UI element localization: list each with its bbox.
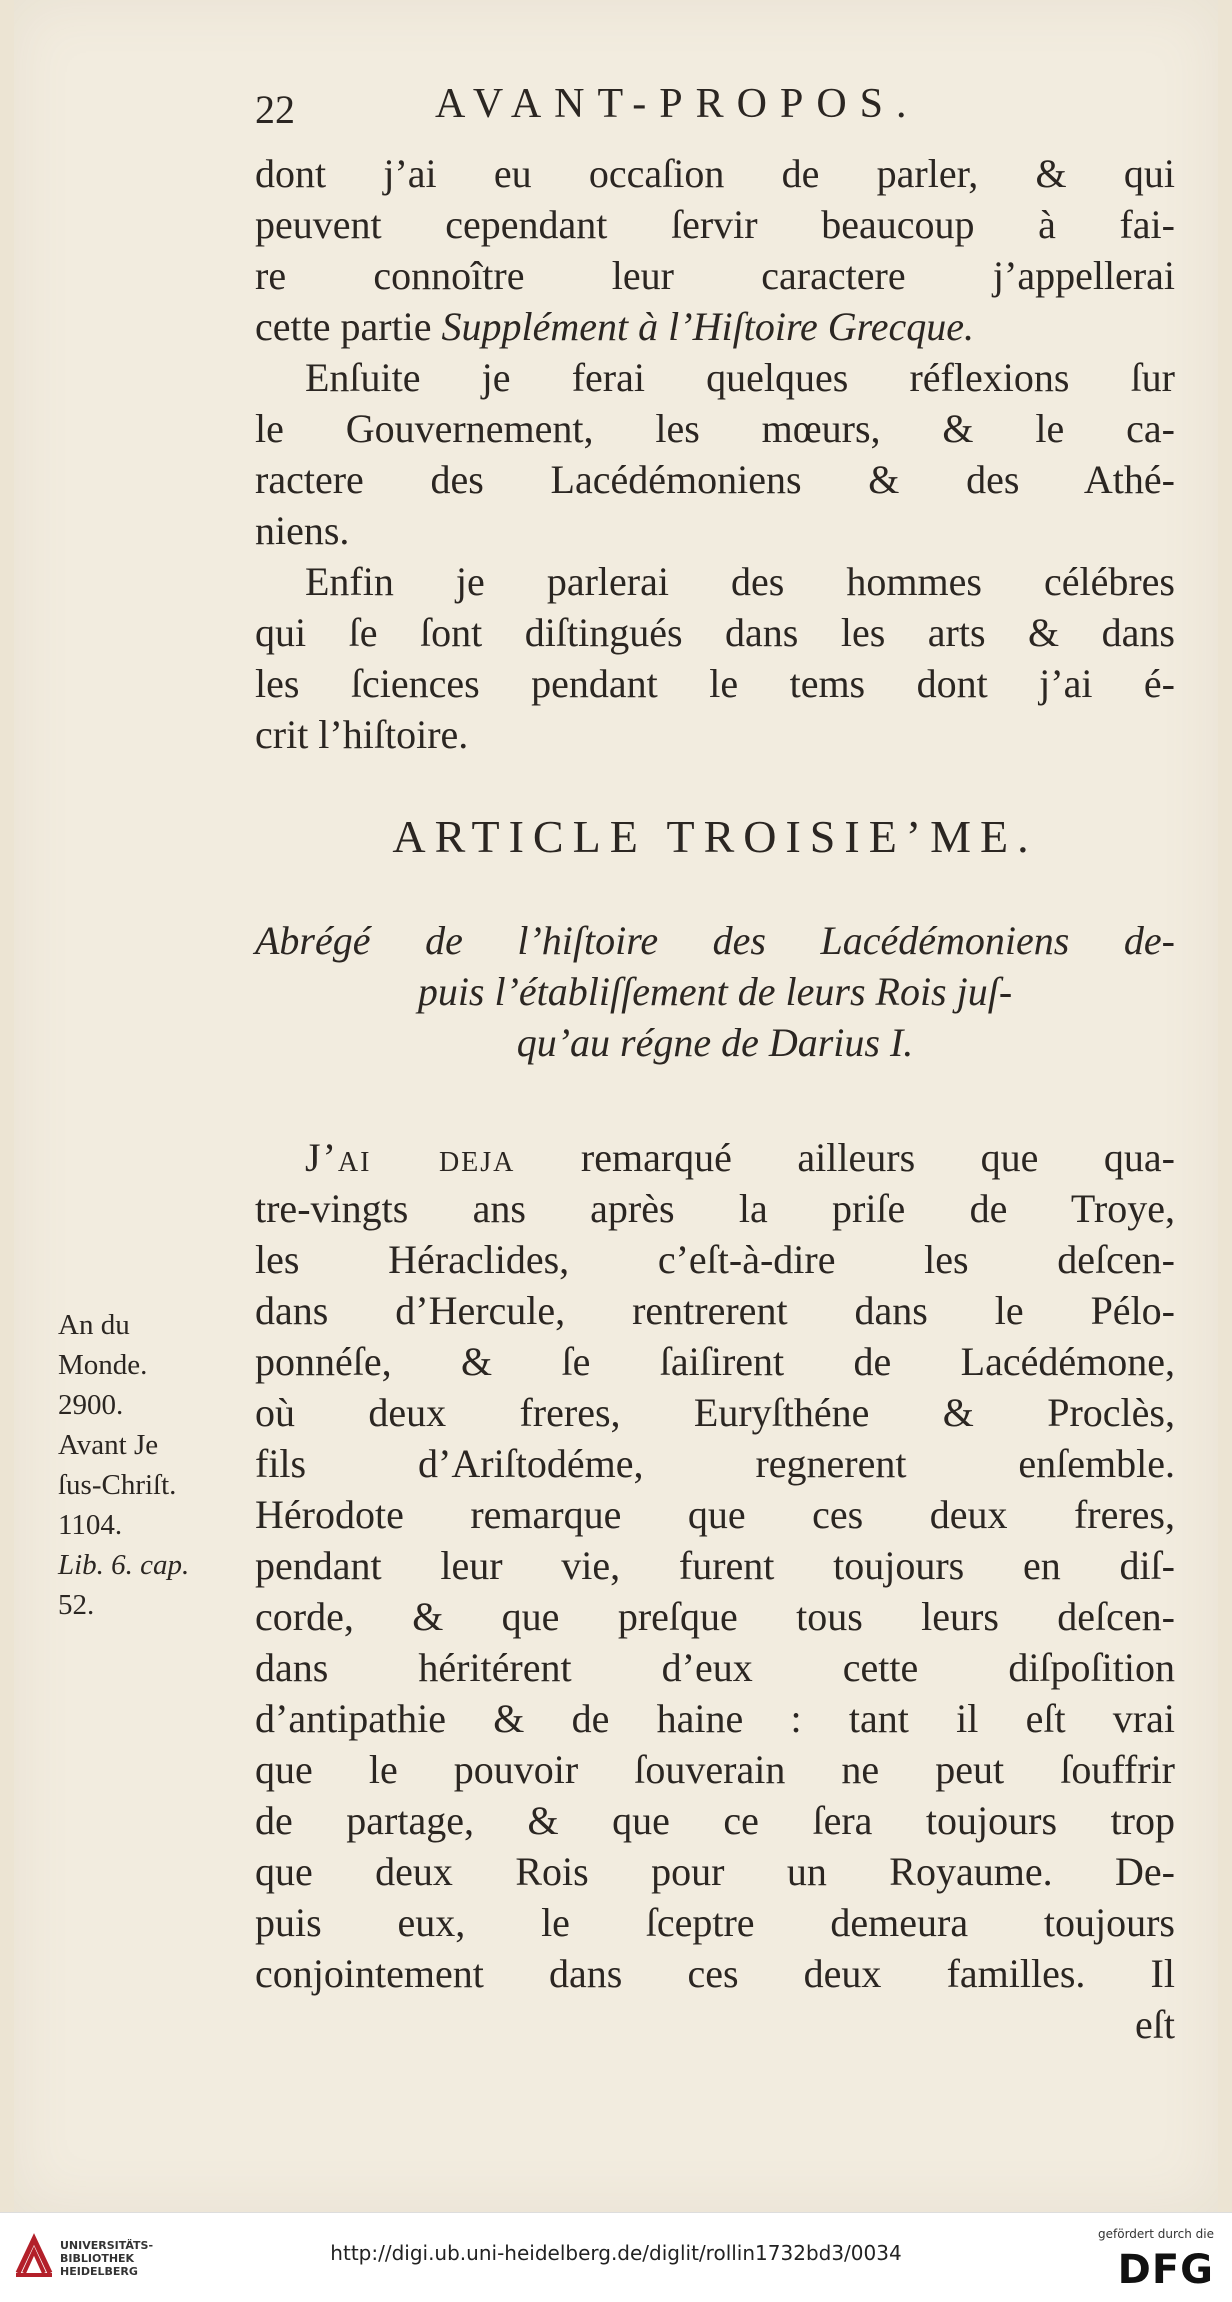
subtitle-line: Abrégé de l’hiſtoire des Lacédémoniens de- <box>255 918 1175 963</box>
subtitle-line: puis l’établiſſement de leurs Rois juſ- <box>417 969 1013 1014</box>
permalink-url[interactable]: http://digi.ub.uni-heidelberg.de/diglit/rollin1732bd3/0034 <box>330 2241 902 2265</box>
text-line: conjointement dans ces deux familles. Il <box>255 1951 1175 1996</box>
margin-line: 2900. <box>58 1389 124 1421</box>
text-line: re connoître leur caractere j’appellerai <box>255 253 1175 298</box>
margin-line: 1104. <box>58 1509 123 1541</box>
margin-line: Monde. <box>58 1349 148 1381</box>
text-line: les Héraclides, c’eſt-à-dire les deſcen- <box>255 1237 1175 1282</box>
text-line: dans héritérent d’eux cette diſpoſition <box>255 1645 1175 1690</box>
text-fragment: cette partie <box>255 304 442 349</box>
text-line: où deux freres, Euryſthéne & Proclès, <box>255 1390 1175 1435</box>
margin-line: An du <box>58 1309 130 1341</box>
text-line: Hérodote remarque que ces deux freres, <box>255 1492 1175 1537</box>
page-number: 22 <box>255 87 295 132</box>
section-title: ARTICLE TROISIE’ME. <box>392 811 1038 862</box>
running-head: AVANT-PROPOS. <box>435 81 920 127</box>
text-line: ractere des Lacédémoniens & des Athé- <box>255 457 1175 502</box>
text-line: corde, & que preſque tous leurs deſcen- <box>255 1594 1175 1639</box>
text-line: que le pouvoir ſouverain ne peut ſouffrir <box>255 1747 1175 1792</box>
intro-text <box>255 148 1175 760</box>
text-line: Enſuite je ferai quelques réflexions ſur <box>305 355 1175 400</box>
dfg-logo[interactable]: DFG <box>1117 2247 1214 2293</box>
library-name-line: BIBLIOTHEK <box>60 2252 135 2265</box>
margin-line: Avant Je <box>58 1429 159 1461</box>
text-line: tre-vingts ans après la priſe de Troye, <box>255 1186 1175 1231</box>
text-line: niens. <box>255 508 350 553</box>
italic-title: Supplément à l’Hiſtoire Grecque. <box>441 304 975 349</box>
text-line: les ſciences pendant le tems dont j’ai é- <box>255 661 1175 706</box>
margin-line: ſus-Chriſt. <box>58 1469 177 1501</box>
text-line: le Gouvernement, les mœurs, & le ca- <box>255 406 1175 451</box>
main-text <box>255 1132 1175 2050</box>
text-line: fils d’Ariſtodéme, regnerent enſemble. <box>255 1441 1175 1486</box>
text-line: ponnéſe, & ſe ſaiſirent de Lacédémone, <box>255 1339 1175 1384</box>
margin-line: 52. <box>58 1589 95 1621</box>
text-line: d’antipathie & de haine : tant il eſt vrai <box>255 1696 1175 1741</box>
library-name-line: UNIVERSITÄTS- <box>60 2239 154 2252</box>
text-line: de partage, & que ce ſera toujours trop <box>255 1798 1175 1843</box>
text-line: puis eux, le ſceptre demeura toujours <box>255 1900 1175 1945</box>
sponsor-caption: gefördert durch die <box>1098 2227 1214 2241</box>
text-line: pendant leur vie, furent toujours en diſ- <box>255 1543 1175 1588</box>
margin-note <box>58 1305 238 1625</box>
text-line <box>255 1132 1175 1183</box>
text-line: dont j’ai eu occaſion de parler, & qui <box>255 151 1175 196</box>
text-line: crit l’hiſtoire. <box>255 712 469 757</box>
text-fragment: remarqué ailleurs que qua- <box>515 1135 1176 1180</box>
viewer-footer <box>0 2212 1232 2302</box>
text-line: que deux Rois pour un Royaume. De- <box>255 1849 1175 1894</box>
text-line: qui ſe ſont diſtingués dans les arts & dans <box>255 610 1175 655</box>
text-line <box>255 301 1175 352</box>
margin-reference: Lib. 6. cap. <box>58 1549 190 1581</box>
section-subtitle <box>255 915 1175 1068</box>
catchword: eſt <box>1135 2002 1175 2047</box>
opening-words: J’ai deja <box>305 1135 516 1180</box>
text-line: dans d’Hercule, rentrerent dans le Pélo- <box>255 1288 1175 1333</box>
page-header <box>255 80 1015 140</box>
text-line: peuvent cependant ſervir beaucoup à fai- <box>255 202 1175 247</box>
text-line: Enfin je parlerai des hommes célébres <box>305 559 1175 604</box>
library-name-line: HEIDELBERG <box>60 2265 138 2278</box>
subtitle-line: qu’au régne de Darius I. <box>516 1020 914 1065</box>
